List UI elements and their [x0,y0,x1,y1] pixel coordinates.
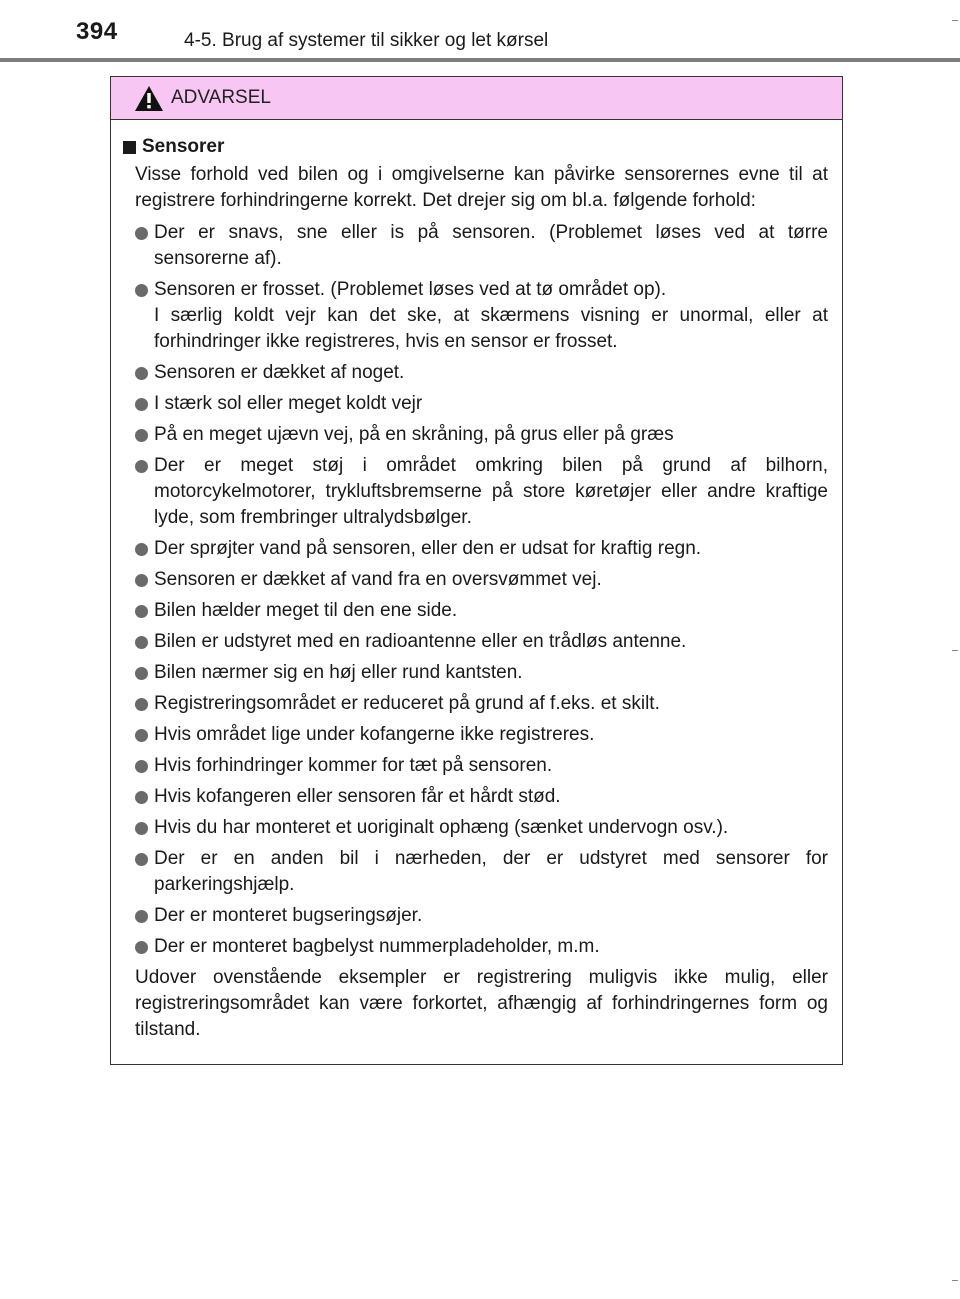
warning-triangle-icon [134,85,164,112]
bullet-text [154,598,828,624]
warning-heading: Sensorer [142,136,225,157]
bullet-dot-icon [135,398,148,411]
bullet-main-text: Der sprøjter vand på sensoren, eller den er udsat for kraftig regn. [154,538,702,559]
bullet-text [154,567,828,593]
list-item [135,277,828,355]
bullet-text [154,453,828,531]
bullet-text [154,536,828,562]
bullet-dot-icon [135,667,148,680]
bullet-text [154,422,828,448]
bullet-main-text: Hvis du har monteret et uoriginalt ophæng (sænket undervogn osv.). [154,817,729,838]
heading-square-icon [123,141,136,154]
bullet-main-text: Der er monteret bugseringsøjer. [154,905,423,926]
bullet-main-text: Bilen er udstyret med en radioantenne eller en trådløs antenne. [154,631,687,652]
bullet-text [154,903,828,929]
bullet-dot-icon [135,543,148,556]
bullet-main-text: Registreringsområdet er reduceret på grund af f.eks. et skilt. [154,693,660,714]
list-item [135,903,828,929]
bullet-text [154,277,828,355]
heading-row [125,134,828,160]
bullet-main-text: Der er meget støj i området omkring bilen på grund af bilhorn, motorcykelmotorer, trykluftsbremserne på store køretøjer eller andre kraftige lyde, som frembringer ultralydsbølger. [154,455,828,528]
bullet-dot-icon [135,574,148,587]
list-item [135,360,828,386]
bullet-main-text: Der er snavs, sne eller is på sensoren. (Problemet løses ved at tørre sensorerne af). [154,222,828,269]
bullet-main-text: Sensoren er dækket af noget. [154,362,405,383]
bullet-dot-icon [135,460,148,473]
bullet-text [154,660,828,686]
list-item [135,422,828,448]
bullet-text [154,360,828,386]
edge-mark [952,1280,958,1281]
bullet-text [154,784,828,810]
edge-mark [952,650,958,651]
bullet-main-text: Sensoren er dækket af vand fra en oversvømmet vej. [154,569,602,590]
bullet-dot-icon [135,284,148,297]
list-item [135,691,828,717]
list-item [135,567,828,593]
bullet-main-text: Bilen hælder meget til den ene side. [154,600,458,621]
bullet-main-text: Hvis kofangeren eller sensoren får et hårdt stød. [154,786,561,807]
bullet-dot-icon [135,910,148,923]
page-number: 394 [76,18,118,45]
bullet-main-text: Der er en anden bil i nærheden, der er udstyret med sensorer for parkeringshjælp. [154,848,828,895]
bullet-dot-icon [135,822,148,835]
bullet-dot-icon [135,760,148,773]
bullet-dot-icon [135,729,148,742]
section-title: 4-5. Brug af systemer til sikker og let kørsel [184,30,549,51]
edge-mark [952,20,958,21]
list-item [135,934,828,960]
warning-header [111,77,842,120]
list-item [135,391,828,417]
list-item [135,846,828,898]
warning-body [111,120,842,1043]
bullet-text [154,722,828,748]
list-item [135,722,828,748]
bullet-text [154,815,828,841]
list-item [135,220,828,272]
bullet-text [154,691,828,717]
list-item [135,815,828,841]
outro-text: Udover ovenstående eksempler er registrering muligvis ikke mulig, eller registreringsområdet kan være forkortet, afhængig af forhindringernes form og tilstand. [135,967,828,1040]
bullet-list [125,220,828,960]
bullet-main-text: På en meget ujævn vej, på en skråning, på grus eller på græs [154,424,674,445]
bullet-text [154,846,828,898]
bullet-main-text: Bilen nærmer sig en høj eller rund kantsten. [154,662,523,683]
warning-box [110,76,843,1065]
list-item [135,784,828,810]
header-rule [0,58,960,62]
bullet-main-text: I stærk sol eller meget koldt vejr [154,393,423,414]
list-item [135,536,828,562]
bullet-dot-icon [135,853,148,866]
bullet-text [154,391,828,417]
bullet-main-text: Sensoren er frosset. (Problemet løses ved at tø området op). [154,279,667,300]
list-item [135,629,828,655]
warning-label: ADVARSEL [171,87,271,108]
intro-text: Visse forhold ved bilen og i omgivelserne kan påvirke sensorernes evne til at registrere forhindringerne korrekt. Det drejer sig om bl.a. følgende forhold: [135,164,828,211]
list-item [135,453,828,531]
bullet-dot-icon [135,367,148,380]
list-item [135,753,828,779]
bullet-text [154,934,828,960]
bullet-dot-icon [135,791,148,804]
bullet-dot-icon [135,698,148,711]
bullet-dot-icon [135,605,148,618]
list-item [135,660,828,686]
bullet-dot-icon [135,941,148,954]
bullet-dot-icon [135,429,148,442]
bullet-extra-text: I særlig koldt vejr kan det ske, at skærmens visning er unormal, eller at forhindringer ikke registreres, hvis en sensor er frosset. [154,305,828,352]
bullet-text [154,220,828,272]
bullet-text [154,629,828,655]
bullet-dot-icon [135,636,148,649]
bullet-main-text: Der er monteret bagbelyst nummerpladeholder, m.m. [154,936,600,957]
bullet-dot-icon [135,227,148,240]
list-item [135,598,828,624]
bullet-main-text: Hvis forhindringer kommer for tæt på sensoren. [154,755,553,776]
bullet-text [154,753,828,779]
bullet-main-text: Hvis området lige under kofangerne ikke registreres. [154,724,595,745]
